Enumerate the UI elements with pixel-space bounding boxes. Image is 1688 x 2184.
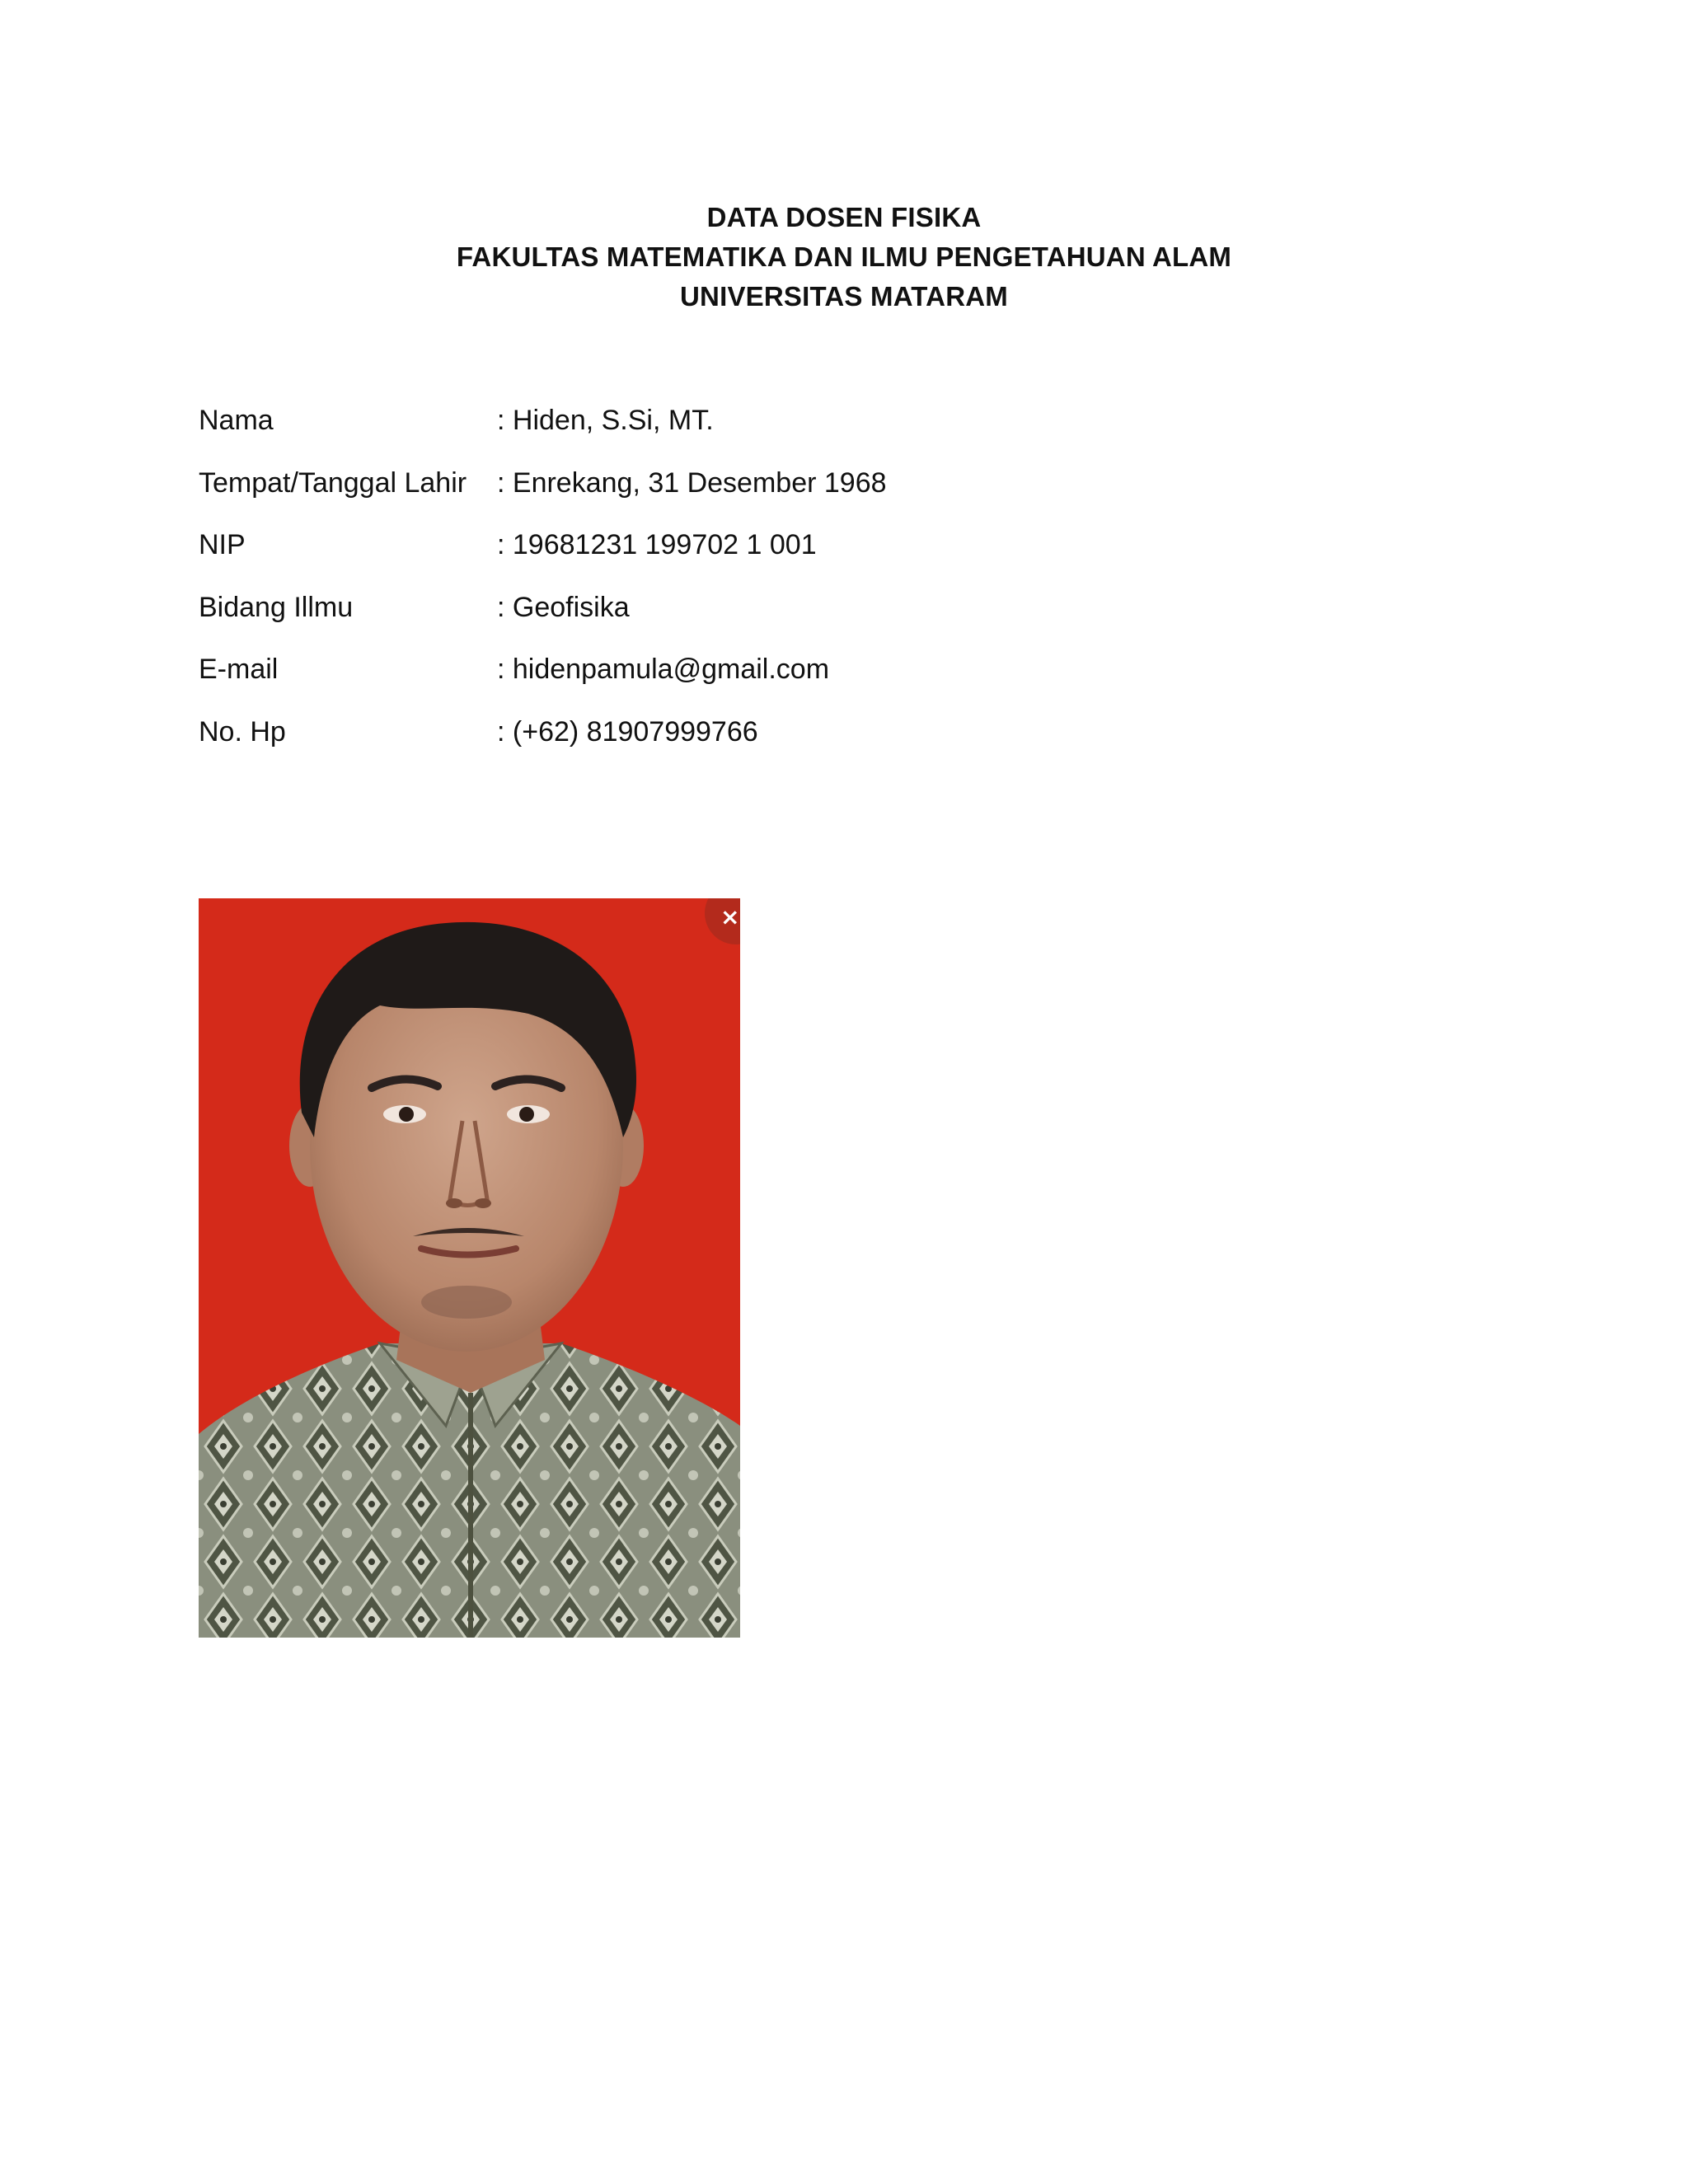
field-value: : Enrekang, 31 Desember 1968 [497, 466, 887, 499]
header-university: UNIVERSITAS MATARAM [680, 281, 1008, 312]
field-value: : hidenpamula@gmail.com [497, 654, 830, 685]
portrait-image [199, 898, 740, 1638]
field-value: : 19681231 199702 1 001 [497, 529, 817, 560]
field-label: NIP [199, 529, 246, 560]
field-label: No. Hp [199, 715, 286, 748]
lecturer-photo [199, 898, 740, 1638]
field-label: E-mail [199, 654, 279, 685]
field-row-nama [199, 399, 1353, 462]
field-row-field-of-study [199, 586, 1353, 649]
field-label: Nama [199, 405, 274, 436]
field-value: : (+62) 81907999766 [497, 715, 758, 748]
header-title: DATA DOSEN FISIKA [706, 202, 982, 232]
field-value: : Hiden, S.Si, MT. [497, 405, 714, 436]
field-value: : Geofisika [497, 591, 630, 623]
document-header [0, 198, 1688, 316]
field-row-nip [199, 523, 1353, 586]
field-row-phone [199, 710, 1353, 773]
field-label: Tempat/Tanggal Lahir [199, 466, 467, 499]
field-label: Bidang Illmu [199, 591, 354, 623]
close-glyph: × [720, 903, 740, 930]
header-faculty: FAKULTAS MATEMATIKA DAN ILMU PENGETAHUAN ALAM [456, 241, 1232, 272]
field-row-email [199, 648, 1353, 710]
field-row-birth [199, 462, 1353, 524]
lecturer-data-list [199, 399, 1353, 772]
